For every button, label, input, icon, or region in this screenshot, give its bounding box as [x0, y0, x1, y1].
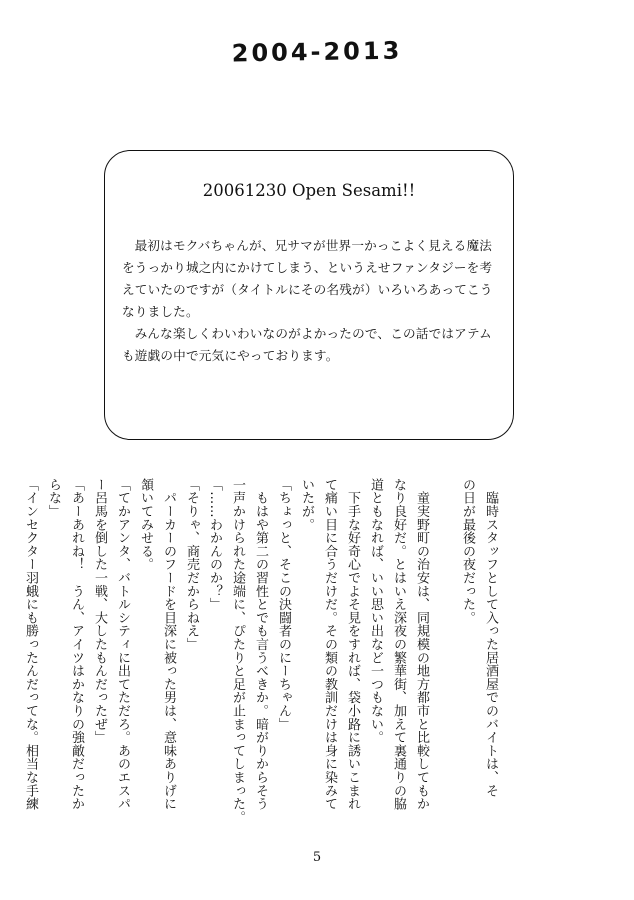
novel-line — [433, 478, 456, 838]
novel-line: 「てかアンタ、バトルシティに出てただろ。あのエスパ — [115, 478, 130, 811]
novel-line: 道ともなれば、いい思い出など一つもない。 — [368, 478, 383, 744]
novel-line: て痛い目に合うだけだ。その類の教訓だけは身に染みて — [322, 478, 337, 811]
novel-text — [23, 478, 502, 838]
afterword-paragraph: 最初はモクバちゃんが、兄サマが世界一かっこよく見える魔法をうっかり城之内にかけてしまう、というえせファンタジーを考えていたのですが（タイトルにその名残が）いろいろあってこうなりました。 — [122, 238, 493, 319]
afterword-body — [122, 235, 498, 367]
afterword-paragraph: みんな楽しくわいわいなのがよかったので、この話ではアテムも遊戯の中で元気にやっております。 — [122, 326, 492, 363]
novel-line: の日が最後の夜だった。 — [460, 478, 475, 625]
novel-line: 頷いてみせる。 — [138, 478, 153, 572]
novel-line: いたが。 — [299, 478, 314, 532]
novel-line: 臨時スタッフとして入った居酒屋でのバイトは、そ — [483, 478, 498, 798]
novel-line: もはや第二の習性とでも言うべきか。暗がりからそう — [253, 478, 268, 811]
novel-line: ー呂馬を倒した一戦、大したもんだったぜ」 — [92, 478, 107, 744]
page-heading: 2004-2013 — [231, 36, 403, 68]
novel-line: 「インセクター羽蛾にも勝ったんだってな。相当な手練 — [23, 478, 38, 811]
afterword-box — [104, 150, 514, 440]
afterword-title: 20061230 Open Sesami!! — [202, 181, 416, 200]
novel-line: 下手な好奇心でよそ見をすれば、袋小路に誘いこまれ — [345, 478, 360, 811]
page-number: 5 — [312, 850, 322, 865]
novel-line: 「ちょっと、そこの決闘者のにーちゃん」 — [276, 478, 291, 731]
novel-line: なり良好だ。とはいえ深夜の繁華街、加えて裏通りの脇 — [391, 478, 406, 811]
novel-line: 一声かけられた途端に、ぴたりと足が止まってしまった。 — [230, 478, 245, 824]
novel-line: パーカーのフードを目深に被った男は、意味ありげに — [161, 478, 176, 811]
novel-line: 「あーあれね！ うん、アイツはかなりの強敵だったか — [69, 478, 84, 811]
novel-line: 「……わかんのか？」 — [207, 478, 222, 611]
novel-line: らな」 — [46, 478, 61, 518]
novel-line: 「そりゃ、商売だからねえ」 — [184, 478, 199, 651]
novel-line: 童実野町の治安は、同規模の地方都市と比較してもか — [414, 478, 429, 811]
